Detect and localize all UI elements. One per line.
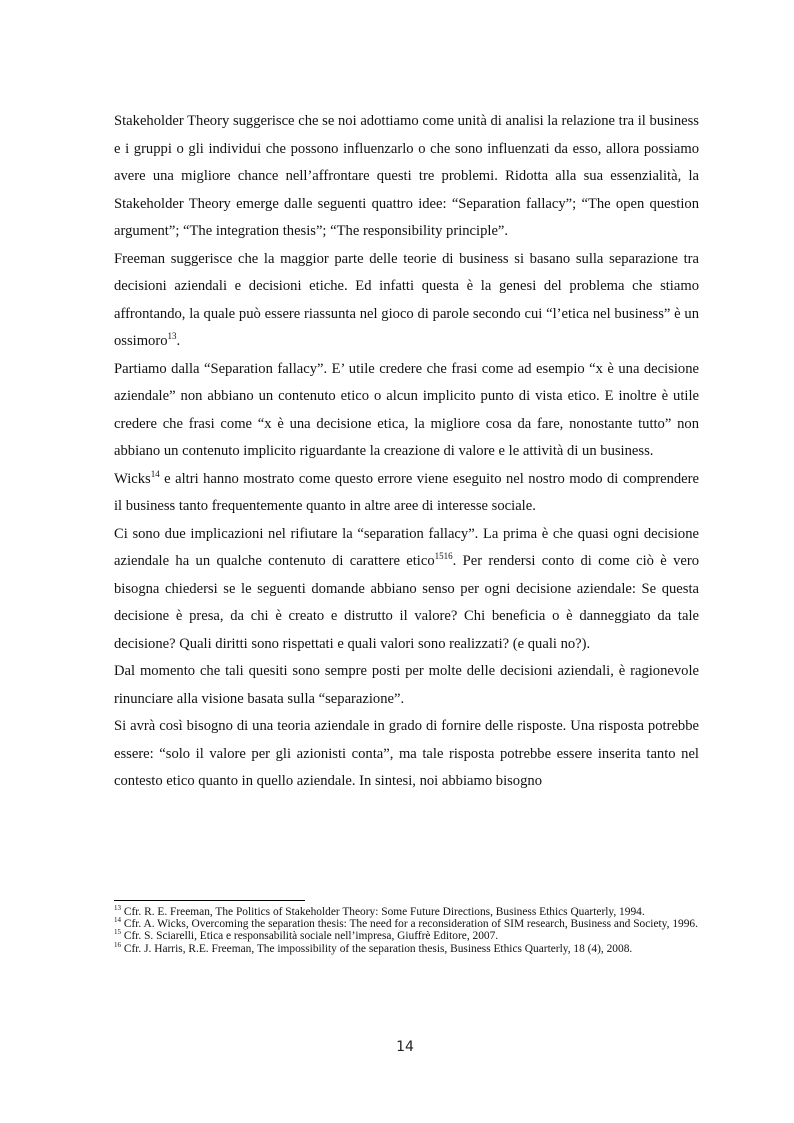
paragraph: Dal momento che tali quesiti sono sempre posti per molte delle decisioni aziendali, è ragionevole rinunciare alla visione basata sulla “separazione”.: [114, 663, 699, 707]
footnote: $^{15}$ Cfr. S. Sciarelli, Etica e responsabilità sociale nell’impresa, Giuffrè Editore, 2007.: [114, 928, 499, 943]
paragraph: Stakeholder Theory suggerisce che se noi adottiamo come unità di analisi la relazione tra il business e i gruppi o gli individui che possono influenzarlo o che sono influenzati da esso, allora possiamo avere una migliore chance nell’affrontare questi tre problemi. Ridotta alla sua essenzialità, la Stakeholder Theory emerge dalle seguenti quattro idee: “Separation fallacy”; “The open question argument”; “The integration thesis”; “The responsibility principle”.: [114, 113, 699, 239]
page-number: 14: [396, 1039, 414, 1055]
footnote-ref: 13: [167, 331, 177, 342]
footnote: $^{13}$ Cfr. R. E. Freeman, The Politics of Stakeholder Theory: Some Future Directions, Business Ethics Quarterly, 1994.: [114, 904, 645, 918]
footnote: $^{16}$ Cfr. J. Harris, R.E. Freeman, The impossibility of the separation thesis, Business Ethics Quarterly, 18 (4), 2008.: [114, 940, 633, 955]
paragraph: Si avrà così bisogno di una teoria aziendale in grado di fornire delle risposte. Una risposta potrebbe essere: “solo il valore per gli azionisti conta”, ma tale risposta potrebbe essere inserita tanto nel contesto etico quanto in quello aziendale. In sintesi, noi abbiamo bisogno: [114, 718, 699, 789]
footnote-ref: 14: [150, 468, 160, 479]
footnotes: [114, 906, 699, 955]
body-text: [114, 108, 699, 796]
footnote: $^{14}$ Cfr. A. Wicks, Overcoming the separation thesis: The need for a reconsideration of SIM research, Business and Society, 1996.: [114, 916, 698, 931]
footnote-separator: [114, 900, 305, 901]
paragraph: Ci sono due implicazioni nel rifiutare la “separation fallacy”. La prima è che quasi ogni decisione aziendale ha un qualche contenuto di carattere etico$^{1516}$. Per rendersi conto di come ciò è vero bisogna chiedersi se le seguenti domande abbiano senso per ogni decisione aziendale: Se questa decisione è presa, da chi è creato e distrutto il valore? Chi beneficia o è danneggiato da tale decisione? Quali diritti sono rispettati e quali valori sono realizzati? (e quali no?).: [114, 525, 700, 652]
footnote-ref: 1516: [434, 551, 453, 562]
paragraph: Partiamo dalla “Separation fallacy”. E’ utile credere che frasi come ad esempio “x è una decisione aziendale” non abbiano un contenuto etico o alcun implicito punto di vista etico. E inoltre è utile credere che frasi come “x è una decisione etica, la migliore cosa da fare, nonostante tutto” non abbiano un contenuto implicito riguardante la creazione di valore e le attività di un business.: [114, 360, 699, 459]
paragraph: Freeman suggerisce che la maggior parte delle teorie di business si basano sulla separazione tra decisioni aziendali e decisioni etiche. Ed infatti questa è la genesi del problema che stiamo affrontando, la quale può essere riassunta nel gioco di parole secondo cui “l’etica nel business” è un ossimoro$^{13}$.: [114, 250, 699, 349]
paragraph: Wicks$^{14}$ e altri hanno mostrato come questo errore viene eseguito nel nostro modo di comprendere il business tanto frequentemente quanto in altre aree di interesse sociale.: [114, 468, 699, 514]
